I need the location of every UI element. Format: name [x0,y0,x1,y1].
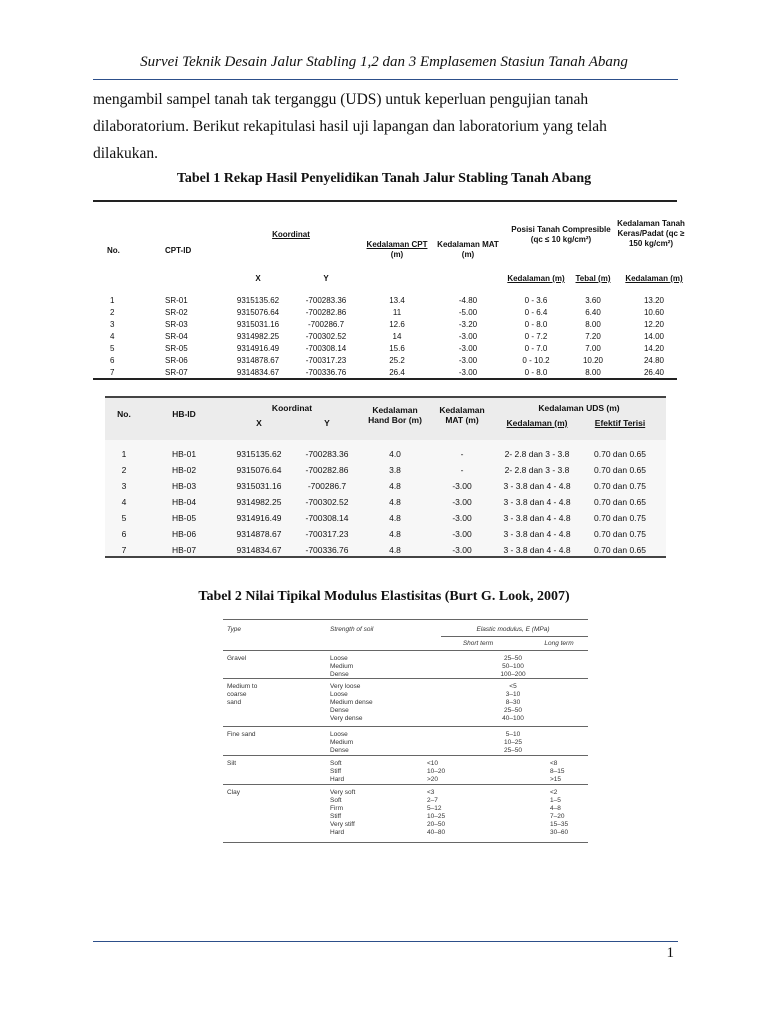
table-cell: 4.8 [389,529,401,539]
table-cell: 2 [110,308,115,317]
soil-strength: Very loose Loose Medium dense Dense Very dense [330,683,373,722]
table-cell: 5 [110,344,115,353]
subheader-uds-kedalaman: Kedalaman (m) [506,418,568,428]
short-term-value: <10 10–20 >20 [427,760,446,783]
table-cell: 13.4 [389,296,405,305]
subheader-tebal: Tebal (m) [575,274,611,283]
header-type: Type [227,626,241,633]
table-cell: -4.80 [458,296,478,305]
table-cell: 9314982.25 [236,332,280,341]
table-cell: 9314834.67 [236,545,282,555]
modulus-value: <5 3–10 8–30 25–50 40–100 [502,683,524,722]
table-cell: -700282.86 [305,465,349,475]
table-cell: 7 [110,368,115,377]
table-cell: 2- 2.8 dan 3 - 3.8 [504,449,570,459]
table-cell: -700308.14 [305,513,349,523]
header-mat-unit: MAT (m) [445,415,479,425]
table-cell: 2- 2.8 dan 3 - 3.8 [504,465,570,475]
table-cell: 9314834.67 [236,368,280,377]
table-cell: SR-02 [165,308,188,317]
table-cell: SR-01 [165,296,188,305]
soil-strength: Loose Medium Dense [330,731,354,754]
header-hb-id: HB-ID [172,409,196,419]
table-cell: SR-06 [165,356,188,365]
table-cell: 14.00 [643,332,665,341]
table-cell: 3 - 3.8 dan 4 - 4.8 [503,481,571,491]
table-cell: 4.8 [389,513,401,523]
table-cell: -3.00 [452,529,472,539]
table-cell: 12.6 [389,320,405,329]
table-cell: 10.60 [643,308,665,317]
table-cell: - [460,465,464,475]
long-term-value: <2 1–5 4–8 7–20 15–35 30–60 [550,789,569,836]
header-posisi: Posisi Tanah Compresible [511,225,611,234]
header-mat-unit: (m) [461,250,475,259]
table-cell: -700283.36 [305,296,347,305]
table-cell: 4 [110,332,115,341]
top-rule [223,619,588,620]
table-cell: 1 [121,449,127,459]
table-cell: 9315031.16 [236,320,280,329]
header-modulus: Elastic modulus, E (MPa) [476,626,550,633]
modulus-value: 5–10 10–25 25–50 [503,731,523,754]
table-cell: 3 - 3.8 dan 4 - 4.8 [503,513,571,523]
table-cell: 3 - 3.8 dan 4 - 4.8 [503,545,571,555]
modulus-value: 25–50 50–100 100–200 [500,655,526,678]
long-term-value: <8 8–15 >15 [550,760,565,783]
soil-type: Silt [227,760,237,767]
table-cell: HB-07 [171,545,197,555]
table-cell: 3 [121,481,127,491]
table-cell: HB-05 [171,513,197,523]
header-long-term: Long term [544,640,574,647]
table-cell: 0.70 dan 0.65 [594,465,646,475]
header-no: No. [107,246,120,255]
table-cell: -700308.14 [305,344,347,353]
table-cell: 0.70 dan 0.75 [594,529,646,539]
table-cell: -3.00 [452,513,472,523]
paragraph-line: mengambil sampel tanah tak terganggu (UDS) untuk keperluan pengujian tanah [93,91,589,108]
table-cell: HB-03 [171,481,197,491]
table-cell: 11 [392,308,402,317]
table-cell: - [460,449,464,459]
table-cell: 0 - 8.0 [524,320,548,329]
soil-type: Medium to coarse sand [227,683,258,706]
table-cell: 0.70 dan 0.65 [594,449,646,459]
header-y: Y [323,274,329,283]
table-cell: 9315076.64 [236,465,282,475]
group-rule [223,678,588,679]
paragraph-line: dilaboratorium. Berikut rekapitulasi hasil uji lapangan dan laboratorium yang telah [93,118,607,135]
table-cell: 10.20 [582,356,604,365]
header-keras-3: 150 kg/cm²) [628,239,674,248]
table-cell: 5 [121,513,127,523]
table-cell: 9315031.16 [236,481,282,491]
subheader-efektif-terisi: Efektif Terisi [594,418,646,428]
table-cell: -700286.7 [307,320,345,329]
table-cell: 6.40 [585,308,601,317]
subheader-kedalaman: Kedalaman (m) [507,274,565,283]
page-number: 1 [666,945,674,961]
soil-type: Gravel [227,655,247,662]
table-cell: -3.00 [458,356,478,365]
table-cell: 0.70 dan 0.65 [594,497,646,507]
table-cell: -3.00 [452,497,472,507]
header-hand-bor-unit: Hand Bor (m) [368,415,422,425]
table-cell: 9314878.67 [236,356,280,365]
group-rule [223,726,588,727]
header-y: Y [324,418,330,428]
table-cell: -3.00 [452,545,472,555]
table-cell: 8.00 [585,320,601,329]
table-cell: 3 - 3.8 dan 4 - 4.8 [503,529,571,539]
table-cell: 9314916.49 [236,344,280,353]
header-uds: Kedalaman UDS (m) [538,403,620,413]
header-x: X [255,274,261,283]
header-kedalaman-cpt: Kedalaman CPT [366,240,428,249]
table-cell: 0 - 10.2 [522,356,550,365]
handbor-table [105,396,666,558]
header-cpt-id: CPT-ID [165,246,192,255]
table-cell: 9314878.67 [236,529,282,539]
table-cell: SR-05 [165,344,188,353]
table-cell: 9315135.62 [236,449,282,459]
table-cell: 3 [110,320,115,329]
table-cell: SR-07 [165,368,188,377]
group-rule [223,842,588,843]
table-cell: -700286.7 [307,481,347,491]
soil-strength: Soft Stiff Hard [330,760,345,783]
table-cell: 4 [121,497,127,507]
table-cell: 3.8 [389,465,401,475]
header-no: No. [117,409,131,419]
table-cell: HB-06 [171,529,197,539]
soil-strength: Loose Medium Dense [330,655,354,678]
table-cell: -5.00 [458,308,478,317]
table-cell: -700302.52 [305,497,349,507]
table-cell: -700282.86 [305,308,347,317]
table-cell: 0 - 7.2 [524,332,548,341]
table-cell: 4.8 [389,481,401,491]
table-cell: -3.00 [458,344,478,353]
table-cell: 4.0 [389,449,401,459]
short-term-value: <3 2–7 5–12 10–25 20–50 40–80 [427,789,446,836]
table-cell: 25.2 [389,356,405,365]
table-cell: 3 - 3.8 dan 4 - 4.8 [503,497,571,507]
header-strength: Strength of soil [330,626,374,633]
soil-type: Clay [227,789,241,796]
table-cell: 6 [121,529,127,539]
table-cell: 15.6 [389,344,405,353]
header-kedalaman-cpt-unit: (m) [390,250,404,259]
header-x: X [256,418,262,428]
table-cell: 2 [121,465,127,475]
table-cell: -700336.76 [305,545,349,555]
cpt-table [93,200,685,380]
table2-caption: Tabel 2 Nilai Tipikal Modulus Elastisitas (Burt G. Look, 2007) [198,589,570,604]
header-keras-2: Keras/Padat (qc ≥ [617,229,685,238]
table-cell: 0 - 3.6 [524,296,548,305]
table-cell: 4.8 [389,545,401,555]
table-cell: 24.80 [643,356,665,365]
table-cell: 0 - 6.4 [524,308,548,317]
footer-rule [93,941,678,942]
header-short-term: Short term [462,640,494,647]
table-cell: 13.20 [643,296,665,305]
table-cell: HB-02 [171,465,197,475]
table-cell: HB-04 [171,497,197,507]
table-cell: -3.00 [458,332,478,341]
table-cell: 8.00 [585,368,601,377]
table-cell: 7.20 [585,332,601,341]
table-cell: 3.60 [585,296,601,305]
table-cell: 6 [110,356,115,365]
body-paragraph [93,86,683,167]
table-cell: 4.8 [389,497,401,507]
modulus-rule [441,636,588,637]
table-cell: 26.40 [643,368,665,377]
soil-strength: Very soft Soft Firm Stiff Very stiff Hard [330,789,356,836]
table-cell: -700317.23 [305,529,349,539]
modulus-table [223,619,588,847]
group-rule [223,755,588,756]
table-cell: -700302.52 [305,332,347,341]
table-cell: 0 - 8.0 [524,368,548,377]
header-rule [223,650,588,651]
table-cell: -3.00 [458,368,478,377]
table-cell: 9315076.64 [236,308,280,317]
table-cell: 0.70 dan 0.75 [594,513,646,523]
running-header: Survei Teknik Desain Jalur Stabling 1,2 dan 3 Emplasemen Stasiun Tanah Abang [140,54,628,70]
table-cell: 9315135.62 [236,296,280,305]
soil-type: Fine sand [227,731,256,738]
header-hand-bor: Kedalaman [372,405,418,415]
table-cell: 7 [121,545,127,555]
subheader-kedalaman-keras: Kedalaman (m) [625,274,683,283]
paragraph-line: dilakukan. [93,145,158,162]
table-cell: 0 - 7.0 [524,344,548,353]
header-posisi-qc: (qc ≤ 10 kg/cm²) [530,235,592,244]
table-cell: 1 [110,296,115,305]
table-cell: 7.00 [585,344,601,353]
header-rule [93,79,678,80]
table-cell: 9314982.25 [236,497,282,507]
table-cell: 26.4 [389,368,405,377]
table-cell: 0.70 dan 0.65 [594,545,646,555]
header-koordinat: Koordinat [271,403,313,413]
table-cell: 14.20 [643,344,665,353]
table-cell: 14 [392,332,402,341]
table-cell: SR-04 [165,332,188,341]
group-rule [223,784,588,785]
table-cell: -700317.23 [305,356,347,365]
table-cell: 9314916.49 [236,513,282,523]
table-cell: SR-03 [165,320,188,329]
table-cell: -700336.76 [305,368,347,377]
table-cell: -3.00 [452,481,472,491]
table-cell: -3.20 [458,320,478,329]
header-mat: Kedalaman MAT [437,240,499,249]
table-cell: 12.20 [643,320,665,329]
table-cell: -700283.36 [305,449,349,459]
table-cell: 0.70 dan 0.75 [594,481,646,491]
header-keras: Kedalaman Tanah [617,219,685,228]
table-cell: HB-01 [171,449,197,459]
header-koordinat: Koordinat [272,230,310,239]
header-mat: Kedalaman [439,405,485,415]
table1-caption: Tabel 1 Rekap Hasil Penyelidikan Tanah Jalur Stabling Tanah Abang [176,171,592,186]
